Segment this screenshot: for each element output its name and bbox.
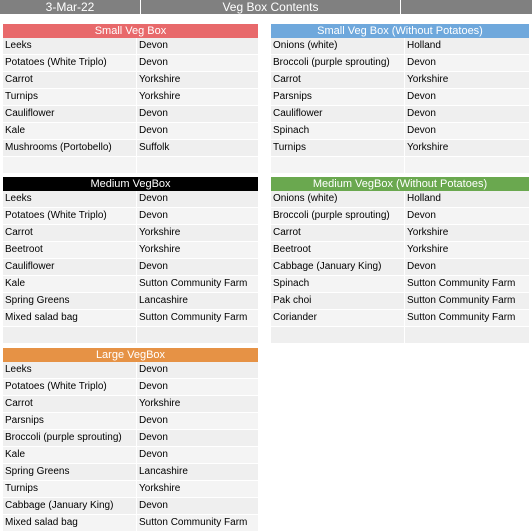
item-origin: Yorkshire (139, 91, 181, 102)
cell-separator (136, 72, 137, 88)
cell-separator (136, 106, 137, 122)
item-name: Kale (5, 449, 26, 460)
item-origin: Lancashire (139, 295, 188, 306)
item-origin: Sutton Community Farm (139, 312, 248, 323)
item-origin: Devon (139, 108, 168, 119)
item-row[interactable] (3, 276, 258, 293)
item-origin: Holland (407, 193, 441, 204)
item-row[interactable] (3, 72, 258, 89)
sheet-header-row (0, 0, 532, 14)
item-name: Potatoes (White Triplo) (5, 210, 107, 221)
cell-separator (404, 310, 405, 326)
box-title[interactable]: Medium VegBox (Without Potatoes) (271, 177, 529, 191)
item-origin: Sutton Community Farm (139, 278, 248, 289)
cell-separator (404, 89, 405, 105)
item-row[interactable] (271, 89, 529, 106)
item-name: Cauliflower (5, 108, 55, 119)
item-name: Spring Greens (5, 466, 70, 477)
item-origin: Lancashire (139, 466, 188, 477)
cell-separator (136, 396, 137, 412)
item-row[interactable] (271, 123, 529, 140)
item-origin: Yorkshire (139, 74, 181, 85)
cell-separator (404, 191, 405, 207)
cell-separator (136, 140, 137, 156)
cell-separator (136, 123, 137, 139)
item-list (3, 362, 258, 532)
item-list (271, 191, 529, 344)
item-list (3, 38, 258, 174)
item-row[interactable] (3, 106, 258, 123)
item-row[interactable] (3, 464, 258, 481)
item-name: Potatoes (White Triplo) (5, 57, 107, 68)
item-list (3, 191, 258, 344)
item-row[interactable] (271, 310, 529, 327)
item-origin: Holland (407, 40, 441, 51)
item-name: Parsnips (273, 91, 312, 102)
item-name: Cabbage (January King) (5, 500, 114, 511)
item-name: Kale (5, 278, 26, 289)
item-name: Carrot (273, 227, 301, 238)
cell-separator (404, 55, 405, 71)
box-medium-no-potatoes (271, 177, 529, 344)
cell-separator (136, 191, 137, 207)
item-name: Kale (5, 125, 26, 136)
item-name: Leeks (5, 364, 32, 375)
cell-separator (136, 430, 137, 446)
item-origin: Yorkshire (139, 244, 181, 255)
item-row[interactable] (3, 140, 258, 157)
item-name: Onions (white) (273, 193, 338, 204)
item-name: Turnips (5, 483, 38, 494)
cell-separator (404, 327, 405, 343)
item-origin: Devon (407, 57, 436, 68)
item-row[interactable] (3, 38, 258, 55)
item-origin: Devon (407, 91, 436, 102)
item-row[interactable] (271, 55, 529, 72)
sheet-title[interactable]: Veg Box Contents (222, 0, 319, 14)
item-row[interactable] (3, 242, 258, 259)
cell-separator (136, 293, 137, 309)
item-row[interactable] (3, 293, 258, 310)
item-name: Onions (white) (273, 40, 338, 51)
item-origin: Devon (139, 500, 168, 511)
item-name: Mushrooms (Portobello) (5, 142, 112, 153)
item-origin: Devon (139, 449, 168, 460)
cell-separator (404, 242, 405, 258)
item-origin: Devon (139, 210, 168, 221)
cell-separator (136, 276, 137, 292)
cell-separator (136, 481, 137, 497)
item-name: Cauliflower (273, 108, 323, 119)
item-row[interactable] (271, 293, 529, 310)
item-origin: Devon (407, 125, 436, 136)
item-name: Parsnips (5, 415, 44, 426)
item-origin: Yorkshire (139, 227, 181, 238)
cell-separator (136, 225, 137, 241)
item-row[interactable] (271, 72, 529, 89)
item-origin: Devon (139, 381, 168, 392)
item-name: Pak choi (273, 295, 312, 306)
item-origin: Yorkshire (407, 227, 449, 238)
cell-separator (136, 55, 137, 71)
item-origin: Devon (139, 261, 168, 272)
item-name: Carrot (5, 74, 33, 85)
item-origin: Devon (139, 193, 168, 204)
item-row[interactable] (3, 208, 258, 225)
cell-separator (136, 379, 137, 395)
item-row[interactable] (271, 276, 529, 293)
item-name: Cabbage (January King) (273, 261, 382, 272)
item-row[interactable] (271, 140, 529, 157)
item-origin: Sutton Community Farm (407, 312, 516, 323)
item-row[interactable] (3, 310, 258, 327)
item-row[interactable] (3, 123, 258, 140)
item-row[interactable] (3, 430, 258, 447)
item-row[interactable] (3, 55, 258, 72)
item-row[interactable] (271, 38, 529, 55)
cell-separator (136, 89, 137, 105)
item-name: Broccoli (purple sprouting) (273, 210, 390, 221)
cell-separator (136, 259, 137, 275)
item-origin: Devon (407, 261, 436, 272)
item-row[interactable] (3, 396, 258, 413)
cell-separator (404, 259, 405, 275)
box-title[interactable]: Medium VegBox (3, 177, 258, 191)
cell-separator (136, 498, 137, 514)
item-name: Beetroot (5, 244, 43, 255)
cell-separator (136, 242, 137, 258)
item-name: Coriander (273, 312, 317, 323)
item-row[interactable] (3, 362, 258, 379)
item-origin: Sutton Community Farm (407, 278, 516, 289)
item-row[interactable] (271, 259, 529, 276)
cell-separator (404, 123, 405, 139)
item-name: Broccoli (purple sprouting) (273, 57, 390, 68)
cell-separator (404, 72, 405, 88)
item-row[interactable] (3, 379, 258, 396)
item-row[interactable] (3, 191, 258, 208)
cell-separator (136, 362, 137, 378)
item-row[interactable] (3, 498, 258, 515)
item-name: Turnips (273, 142, 306, 153)
item-row[interactable] (3, 481, 258, 498)
item-row[interactable] (271, 191, 529, 208)
item-row[interactable] (3, 89, 258, 106)
item-row[interactable] (3, 225, 258, 242)
item-row[interactable] (3, 157, 258, 174)
item-origin: Yorkshire (139, 483, 181, 494)
item-origin: Sutton Community Farm (139, 517, 248, 528)
cell-separator (404, 208, 405, 224)
item-name: Leeks (5, 193, 32, 204)
item-origin: Yorkshire (139, 398, 181, 409)
cell-separator (404, 225, 405, 241)
item-name: Carrot (5, 227, 33, 238)
date-cell[interactable]: 3-Mar-22 (45, 0, 95, 14)
item-row[interactable] (271, 157, 529, 174)
item-name: Leeks (5, 40, 32, 51)
item-origin: Devon (139, 432, 168, 443)
cell-separator (136, 38, 137, 54)
cell-separator (136, 157, 137, 173)
cell-separator (136, 327, 137, 343)
item-name: Mixed salad bag (5, 517, 78, 528)
cell-separator (404, 157, 405, 173)
item-origin: Sutton Community Farm (407, 295, 516, 306)
item-origin: Devon (139, 364, 168, 375)
item-row[interactable] (271, 225, 529, 242)
cell-separator (136, 413, 137, 429)
item-name: Carrot (5, 398, 33, 409)
item-name: Carrot (273, 74, 301, 85)
item-origin: Devon (407, 108, 436, 119)
item-name: Cauliflower (5, 261, 55, 272)
item-row[interactable] (271, 208, 529, 225)
item-origin: Yorkshire (407, 244, 449, 255)
item-row[interactable] (3, 327, 258, 344)
item-row[interactable] (3, 413, 258, 430)
item-name: Spinach (273, 278, 310, 289)
item-origin: Devon (139, 125, 168, 136)
cell-separator (404, 140, 405, 156)
item-name: Turnips (5, 91, 38, 102)
cell-separator (136, 515, 137, 531)
item-origin: Devon (139, 57, 168, 68)
box-small-no-potatoes (271, 24, 529, 174)
item-name: Beetroot (273, 244, 311, 255)
item-origin: Devon (139, 40, 168, 51)
column-separator (400, 0, 401, 14)
item-origin: Yorkshire (407, 142, 449, 153)
item-row[interactable] (271, 242, 529, 259)
item-row[interactable] (271, 327, 529, 344)
box-medium (3, 177, 258, 344)
item-origin: Devon (139, 415, 168, 426)
item-row[interactable] (3, 515, 258, 532)
item-name: Broccoli (purple sprouting) (5, 432, 122, 443)
item-origin: Devon (407, 210, 436, 221)
item-name: Mixed salad bag (5, 312, 78, 323)
item-name: Spinach (273, 125, 310, 136)
box-title[interactable]: Small Veg Box (Without Potatoes) (271, 24, 529, 38)
item-origin: Yorkshire (407, 74, 449, 85)
item-row[interactable] (271, 106, 529, 123)
item-list (271, 38, 529, 174)
cell-separator (136, 447, 137, 463)
box-title[interactable]: Large VegBox (3, 348, 258, 362)
cell-separator (404, 293, 405, 309)
item-row[interactable] (3, 447, 258, 464)
item-name: Spring Greens (5, 295, 70, 306)
item-name: Potatoes (White Triplo) (5, 381, 107, 392)
cell-separator (136, 464, 137, 480)
cell-separator (404, 276, 405, 292)
box-title[interactable]: Small Veg Box (3, 24, 258, 38)
item-origin: Suffolk (139, 142, 170, 153)
cell-separator (136, 310, 137, 326)
box-small (3, 24, 258, 174)
cell-separator (404, 106, 405, 122)
cell-separator (404, 38, 405, 54)
item-row[interactable] (3, 259, 258, 276)
box-large (3, 348, 258, 532)
cell-separator (136, 208, 137, 224)
